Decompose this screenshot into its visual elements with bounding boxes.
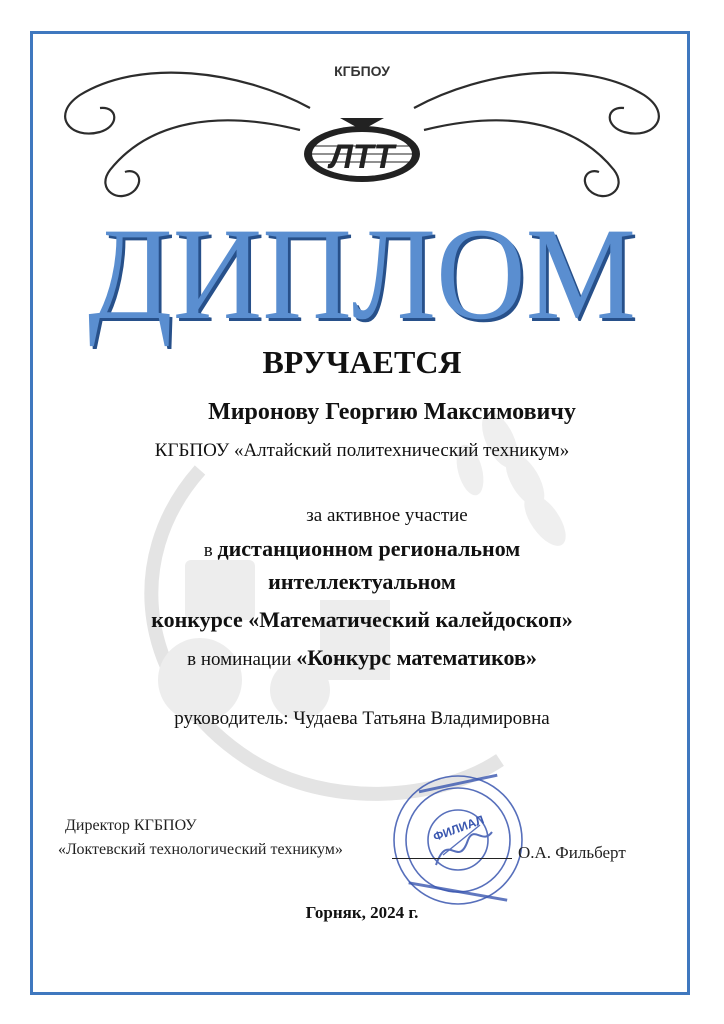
reason-line-2: интеллектуальном (268, 569, 456, 594)
reason-line-4-bold: «Конкурс математиков» (296, 645, 537, 670)
diploma-title: ДИПЛОМ (88, 200, 636, 347)
reason-line-3: конкурсе «Математический калейдоскоп» (151, 607, 573, 632)
ltt-logo (300, 110, 424, 188)
stamp-text: ФИЛИАЛ (431, 812, 487, 844)
director-position-line2: «Локтевский технологический техникум» (58, 841, 343, 858)
reason-line-1 (0, 536, 724, 562)
recipient-name: Миронову Георгию Максимовичу (208, 399, 576, 425)
official-stamp (388, 770, 528, 910)
reason-line-1-prefix: в (203, 540, 218, 561)
reason-line-1-bold: дистанционном региональном (217, 536, 521, 561)
reason-intro: за активное участие (306, 505, 468, 526)
awarded-label: ВРУЧАЕТСЯ (262, 344, 462, 380)
recipient-institution: КГБПОУ «Алтайский политехнический техникум» (154, 440, 570, 461)
director-name: О.А. Фильберт (518, 843, 626, 862)
director-position-line1: Директор КГБПОУ (65, 817, 197, 834)
logo-text: ЛТТ (329, 138, 395, 176)
org-label: КГБПОУ (334, 63, 390, 79)
place-date: Горняк, 2024 г. (305, 903, 419, 922)
reason-line-4 (0, 645, 724, 671)
signature-line (392, 858, 512, 859)
leader-line: руководитель: Чудаева Татьяна Владимировна (174, 708, 550, 729)
reason-line-4-prefix: в номинации (187, 649, 297, 670)
